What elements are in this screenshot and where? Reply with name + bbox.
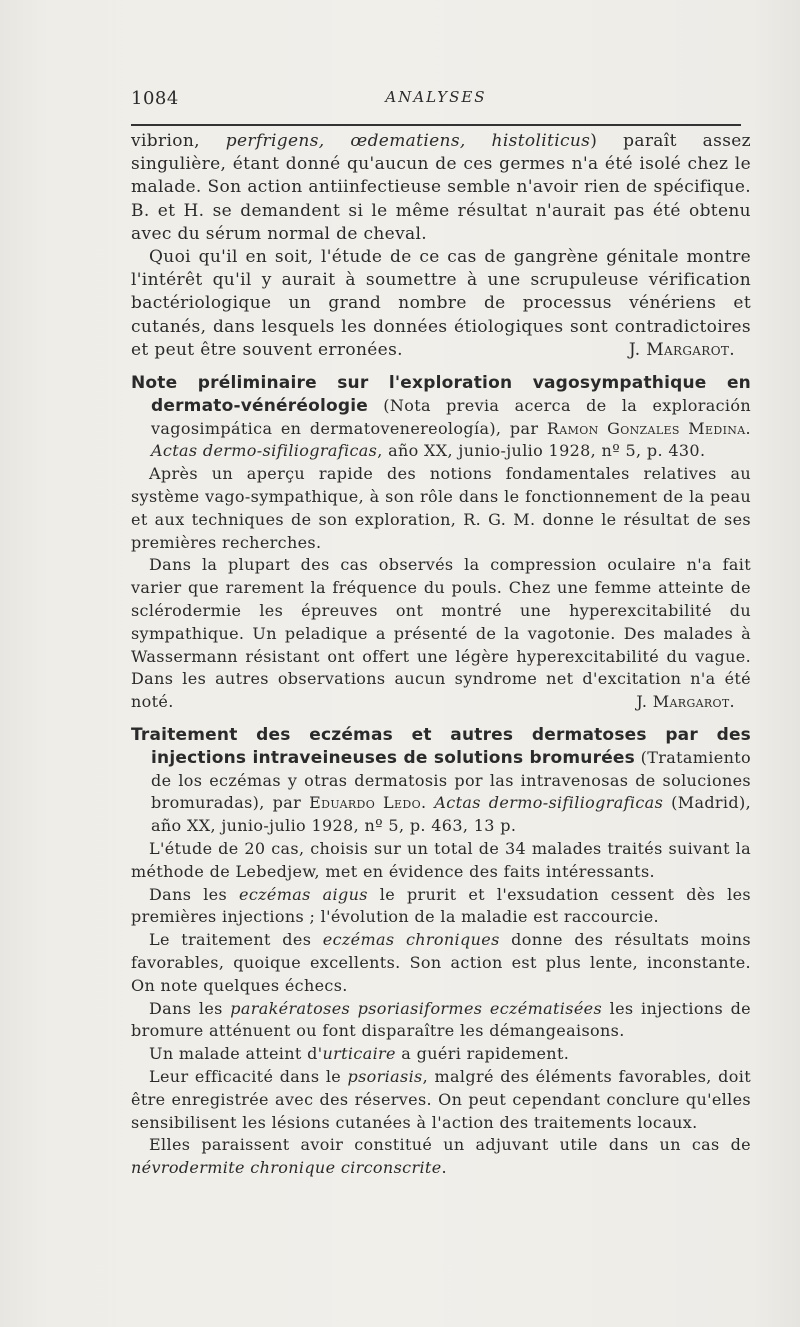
italic-text: eczémas chroniques bbox=[322, 930, 500, 950]
paragraph bbox=[131, 998, 751, 1044]
text-run: a guéri rapidement. bbox=[395, 1044, 570, 1064]
text-run: (Nota previa acerca de la exploración vagosimpática en dermatovenereología), par bbox=[151, 395, 751, 438]
paragraph bbox=[131, 929, 751, 997]
text-run: . bbox=[745, 418, 751, 438]
italic-text: perfrigens, œdematiens, histoliticus bbox=[225, 131, 591, 151]
italic-text: psoriasis bbox=[347, 1066, 423, 1086]
entry-heading bbox=[131, 724, 751, 838]
text-run: . bbox=[420, 793, 435, 813]
review-entry bbox=[131, 372, 751, 714]
page-header bbox=[131, 88, 741, 114]
text-run: donne des résultats moins favorables, quoique excellents. Son action est plus lente, inconstante. On note quelques échecs. bbox=[131, 930, 751, 995]
entry-title: Traitement des eczémas et autres dermatoses par des injections intraveineuses de solutions bromurées bbox=[131, 724, 751, 768]
text-run: Le traitement des bbox=[149, 930, 323, 950]
italic-text: Actas dermo-sifiliograficas bbox=[151, 441, 378, 461]
paragraph bbox=[131, 130, 751, 246]
text-run: ) paraît assez singulière, étant donné qu'aucun de ces germes n'a été isolé chez le malade. Son action antiinfectieuse semble n'avoir rien de spécifique. B. et H. se demandent si le même résultat n'aurait pas été obtenu avec du sérum normal de cheval. bbox=[131, 131, 751, 244]
text-run: . bbox=[441, 1158, 447, 1178]
text-run: (Madrid), año XX, junio-julio 1928, nº 5, p. 463, 13 p. bbox=[151, 793, 752, 836]
text-run: Dans les bbox=[149, 998, 231, 1018]
text-run: le prurit et l'exsudation cessent dès les premières injections ; l'évolution de la maladie est raccourcie. bbox=[131, 884, 751, 927]
text-run: Leur efficacité dans le bbox=[149, 1066, 348, 1086]
italic-text: urticaire bbox=[322, 1044, 396, 1064]
page-body bbox=[131, 130, 751, 1180]
text-run: les injections de bromure atténuent ou font disparaître les démangeaisons. bbox=[131, 998, 752, 1041]
text-run: vibrion, bbox=[131, 131, 226, 151]
header-rule bbox=[131, 124, 741, 126]
paragraph bbox=[131, 246, 751, 362]
text-run: Elles paraissent avoir constitué un adjuvant utile dans un cas de bbox=[149, 1135, 751, 1155]
paragraph bbox=[131, 1066, 751, 1134]
italic-text: névrodermite chronique circonscrite bbox=[131, 1158, 442, 1178]
review-entry bbox=[131, 724, 751, 1180]
paragraph-text: Dans la plupart des cas observés la compression oculaire n'a fait varier que rarement la fréquence du pouls. Chez une femme atteinte de sclérodermie les épreuves ont montré une hyperexcitabilité du sympathique. Un peladique a présenté de la vagotonie. Des malades à Wassermann résistant ont offert une légère hyperexcitabilité du vague. Dans les autres observations aucun syndrome net d'excitation n'a été noté. bbox=[131, 555, 751, 712]
italic-text: Actas dermo-sifiliograficas bbox=[434, 793, 664, 813]
paragraph bbox=[131, 884, 751, 930]
paragraph bbox=[131, 1134, 751, 1180]
author-signature: J. Margarot. bbox=[636, 692, 735, 712]
paragraph bbox=[131, 1043, 751, 1066]
running-title: ANALYSES bbox=[385, 88, 487, 106]
italic-text: eczémas aigus bbox=[239, 884, 368, 904]
paragraph-text: Quoi qu'il en soit, l'étude de ce cas de gangrène génitale montre l'intérêt qu'il y aurait à soumettre à une scrupuleuse vérification bactériologique un grand nombre de processus vénériens et cutanés, dans lesquels les données étiologiques sont contradictoires et peut être souvent erronées. bbox=[131, 247, 751, 360]
text-run: , año XX, junio-julio 1928, nº 5, p. 430. bbox=[377, 441, 706, 461]
entry-heading bbox=[131, 372, 751, 463]
text-run: Un malade atteint d' bbox=[149, 1044, 323, 1064]
paragraph: L'étude de 20 cas, choisis sur un total de 34 malades traités suivant la méthode de Lebedjew, met en évidence des faits intéressants. bbox=[131, 838, 751, 881]
author-name: Eduardo Ledo bbox=[309, 793, 421, 813]
text-run: , malgré des éléments favorables, doit être enregistrée avec des réserves. On peut cependant conclure qu'elles sensibilisent les lésions cutanées à l'action des traitements locaux. bbox=[131, 1066, 751, 1132]
author-name: Ramon Gonzales Medina bbox=[546, 418, 746, 438]
author-signature: J. Margarot. bbox=[628, 339, 735, 360]
entry-title: Note préliminaire sur l'exploration vagosympathique en dermato-vénéréologie bbox=[131, 373, 751, 416]
text-run: Dans les bbox=[149, 884, 239, 904]
italic-text: parakératoses psoriasiformes eczématisées bbox=[230, 998, 603, 1018]
page-number: 1084 bbox=[131, 88, 179, 109]
text-run: (Tratamiento de los eczémas y otras dermatosis por las intravenosas de soluciones bromuradas), par bbox=[151, 747, 751, 813]
paragraph bbox=[131, 554, 751, 714]
paragraph: Après un aperçu rapide des notions fondamentales relatives au système vago-sympathique, à son rôle dans le fonctionnement de la peau et aux techniques de son exploration, R. G. M. donne le résultat de ses premières recherches. bbox=[131, 464, 751, 552]
